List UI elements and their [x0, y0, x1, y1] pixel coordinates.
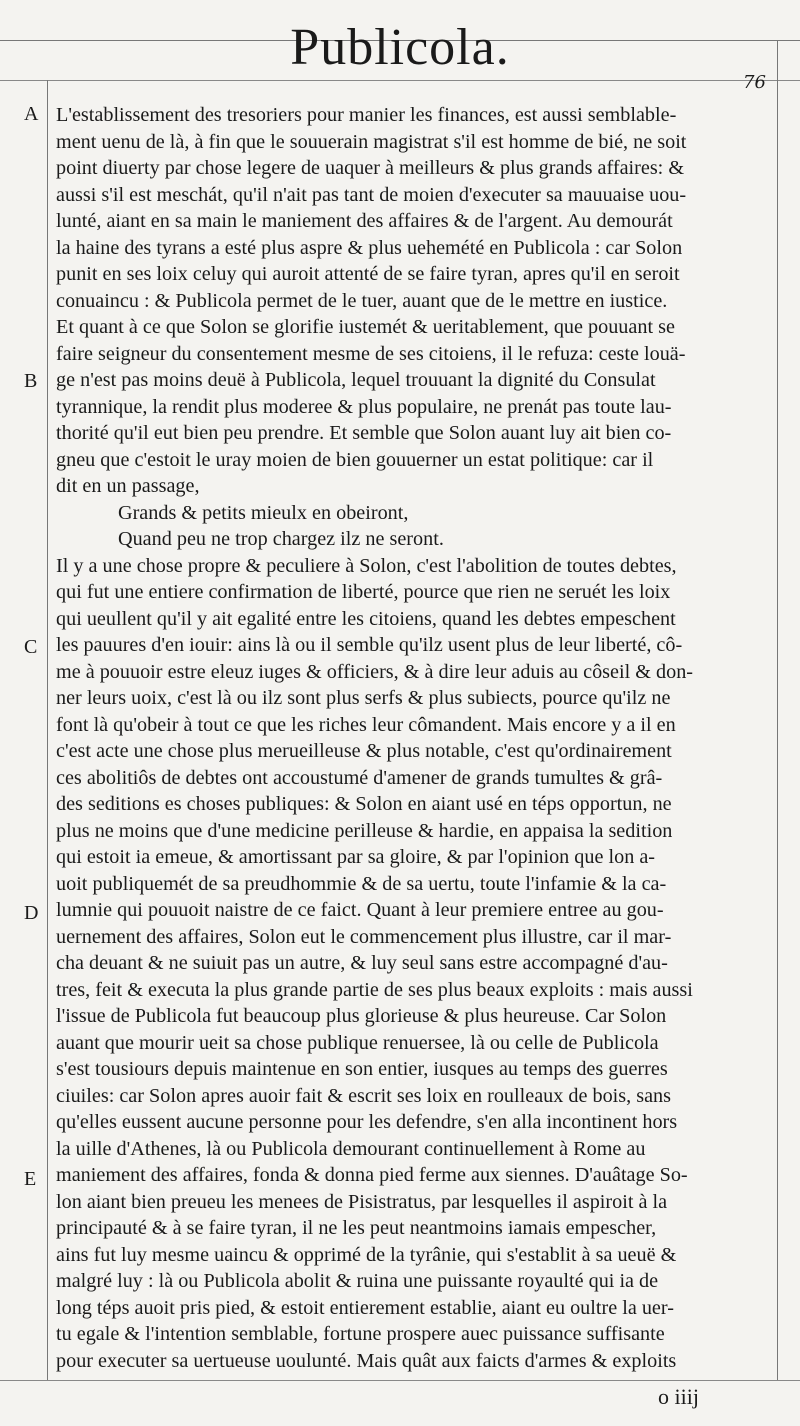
text-line: la uille d'Athenes, là ou Publicola demourant continuellement à Rome au [56, 1137, 646, 1160]
text-line: ge n'est pas moins deuë à Publicola, lequel trouuant la dignité du Consulat [56, 369, 656, 391]
text-line: tres, feit & executa la plus grande partie de ses plus beaux exploits : mais aussi [56, 978, 693, 1001]
text-line: ces abolitiôs de debtes ont accoustumé d'amener de grands tumultes & grâ- [56, 766, 663, 789]
text-line: font là qu'obeir à tout ce que les riches leur cômandent. Mais encore y a il en [56, 713, 676, 736]
folio-number: 76 [743, 72, 766, 93]
text-line: dit en un passage, [56, 475, 200, 497]
text-line: des seditions es choses publiques: & Solon en aiant usé en téps opportun, ne [56, 793, 672, 815]
left-margin-rule [47, 80, 48, 1380]
text-line: gneu que c'estoit le uray moien de bien gouuerner un estat politique: car il [56, 448, 654, 471]
text-line: punit en ses loix celuy qui auroit attenté de se faire tyran, apres qu'il en seroit [56, 263, 680, 285]
text-line: uernement des affaires, Solon eut le commencement plus illustre, car il mar- [56, 925, 672, 948]
text-line: l'issue de Publicola fut beaucoup plus glorieuse & plus heureuse. Car Solon [56, 1005, 667, 1027]
text-line: plus ne moins que d'une medicine perilleuse & hardie, en appaisa la sedition [56, 819, 673, 842]
header-rule [0, 80, 800, 81]
text-line: me à pouuoir estre eleuz iuges & officiers, & à dire leur aduis au côseil & don- [56, 660, 694, 683]
text-line: lon aiant bien preueu les menees de Pisistratus, par lesquelles il aspiroit à la [56, 1190, 668, 1213]
text-line: Et quant à ce que Solon se glorifie iustemét & ueritablement, que pouuant se [56, 316, 675, 338]
signature-mark: o iiij [658, 1384, 699, 1409]
margin-letter-d: D [24, 902, 39, 924]
text-line: aussi s'il est meschát, qu'il n'ait pas tant de moien d'executer sa mauuaise uou- [56, 183, 687, 206]
text-line: qui estoit ia emeue, & amortissant par sa gloire, & par l'opinion que lon a- [56, 846, 656, 868]
text-line: Grands & petits mieulx en obeiront, [118, 501, 409, 524]
text-line: la haine des tyrans a esté plus aspre & plus uehemété en Publicola : car Solon [56, 236, 683, 259]
text-line: lunté, aiant en sa main le maniement des affaires & de l'argent. Au demourát [56, 210, 673, 232]
margin-letter-e: E [24, 1168, 37, 1190]
body-text [56, 102, 770, 1374]
margin-letter-a: A [24, 103, 39, 125]
text-line: qui fut une entiere confirmation de liberté, pource que rien ne seruét les loix [56, 581, 671, 603]
bottom-rule [0, 1380, 800, 1381]
text-line: faire seigneur du consentement mesme de ses citoiens, il le refuza: ceste louä- [56, 342, 686, 365]
margin-letter-c: C [24, 636, 38, 658]
text-line: cha deuant & ne suiuit pas un autre, & luy seul sans estre accompagné d'au- [56, 952, 668, 974]
text-line: maniement des affaires, fonda & donna pied ferme aux siennes. D'auâtage So- [56, 1164, 688, 1186]
text-line: principauté & à se faire tyran, il ne les peut neantmoins iamais empescher, [56, 1217, 657, 1239]
page-title: Publicola. [290, 19, 510, 76]
text-line: qu'elles eussent aucune personne pour les defendre, s'en alla incontinent hors [56, 1111, 678, 1133]
text-line: auant que mourir ueit sa chose publique renuersee, là ou celle de Publicola [56, 1031, 659, 1054]
text-line: c'est acte une chose plus merueilleuse & plus notable, c'est qu'ordinairement [56, 740, 672, 762]
text-line: thorité qu'il eut bien peu prendre. Et semble que Solon auant luy ait bien co- [56, 422, 672, 444]
text-line: conuaincu : & Publicola permet de le tuer, auant que de le mettre en iustice. [56, 289, 668, 312]
text-line: long téps auoit pris pied, & estoit entierement establie, aiant eu oultre la uer- [56, 1296, 674, 1319]
text-line: les pauures d'en iouir: ains là ou il semble qu'ilz usent plus de leur liberté, cô- [56, 634, 683, 656]
text-line: ains fut luy mesme uaincu & opprimé de la tyrânie, qui s'establit à sa ueuë & [56, 1243, 677, 1266]
text-line: tu egale & l'intention semblable, fortune prospere auec puissance suffisante [56, 1323, 665, 1345]
text-line: Il y a une chose propre & peculiere à Solon, c'est l'abolition de toutes debtes, [56, 554, 677, 577]
text-line: L'establissement des tresoriers pour manier les finances, est aussi semblable- [56, 104, 677, 126]
text-line: uoit publiquemét de sa preudhommie & de sa uertu, toute l'infamie & la ca- [56, 872, 667, 895]
text-line: tyrannique, la rendit plus moderee & plus populaire, ne prenát pas toute lau- [56, 395, 672, 418]
text-line: s'est tousiours depuis maintenue en son entier, iusques au temps des guerres [56, 1058, 668, 1080]
text-line: lumnie qui pouuoit naistre de ce faict. Quant à leur premiere entree au gou- [56, 899, 664, 921]
text-line: qui ueullent qu'il y ait egalité entre les citoiens, quand les debtes empeschent [56, 607, 676, 630]
text-line: malgré luy : là ou Publicola abolit & ruina une puissante royaulté qui ia de [56, 1270, 659, 1292]
text-line: ciuiles: car Solon apres auoir fait & escrit ses loix en roulleaux de bois, sans [56, 1084, 671, 1107]
text-line: pour executer sa uertueuse uoulunté. Mais quât aux faicts d'armes & exploits [56, 1349, 677, 1372]
margin-letter-b: B [24, 370, 38, 392]
text-line: Quand peu ne trop chargez ilz ne seront. [118, 528, 444, 550]
text-line: ner leurs uoix, c'est là ou ilz sont plus serfs & plus subiects, pource qu'ilz ne [56, 687, 671, 709]
text-line: point diuerty par chose legere de uaquer à meilleurs & plus grands affaires: & [56, 157, 685, 179]
text-line: ment uenu de là, à fin que le souuerain magistrat s'il est homme de bié, ne soit [56, 130, 687, 153]
right-margin-rule [777, 40, 778, 1380]
